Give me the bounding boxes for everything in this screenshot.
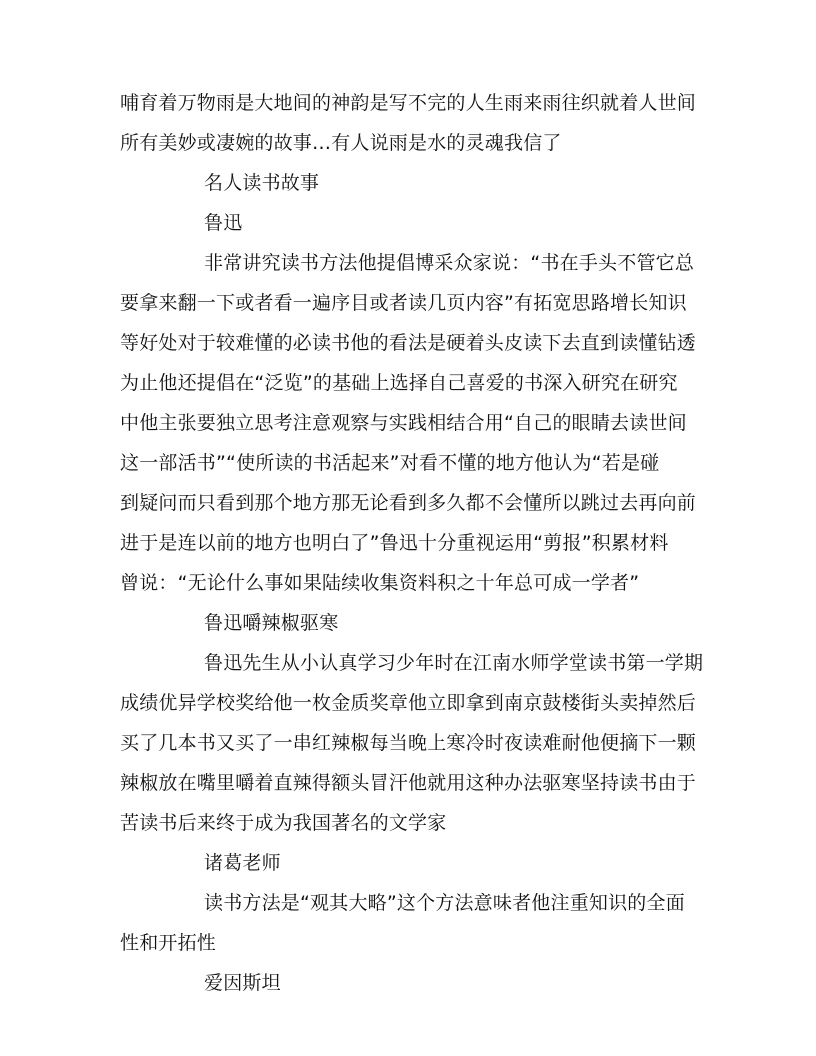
text-line: 辣椒放在嘴里嚼着直辣得额头冒汗他就用这种办法驱寒坚持读书由于 <box>120 772 697 794</box>
text-line: 成绩优异学校奖给他一枚金质奖章他立即拿到南京鼓楼街头卖掉然后 <box>120 692 697 714</box>
section-heading: 鲁迅嚼辣椒驱寒 <box>204 612 339 634</box>
section-heading: 名人读书故事 <box>204 172 320 194</box>
text-line: 苦读书后来终于成为我国著名的文学家 <box>120 812 447 834</box>
text-line: 哺育着万物雨是大地间的神韵是写不完的人生雨来雨往织就着人世间 <box>120 92 697 114</box>
text-line: 买了几本书又买了一串红辣椒每当晚上寒冷时夜读难耐他便摘下一颗 <box>120 732 697 754</box>
section-heading: 鲁迅 <box>204 212 243 234</box>
text-line: 进于是连以前的地方也明白了”鲁迅十分重视运用“剪报”积累材料 <box>120 532 669 554</box>
text-line: 这一部活书”“使所读的书活起来”对看不懂的地方他认为“若是碰 <box>120 452 660 474</box>
text-line: 中他主张要独立思考注意观察与实践相结合用“自己的眼睛去读世间 <box>120 412 687 434</box>
text-line: 到疑问而只看到那个地方那无论看到多久都不会懂所以跳过去再向前 <box>120 492 697 514</box>
text-line: 曾说：“无论什么事如果陆续收集资料积之十年总可成一学者” <box>120 572 640 594</box>
text-line: 要拿来翻一下或者看一遍序目或者读几页内容”有拓宽思路增长知识 <box>120 292 687 314</box>
section-heading: 爱因斯坦 <box>204 972 281 994</box>
text-line: 所有美妙或凄婉的故事…有人说雨是水的灵魂我信了 <box>120 132 562 154</box>
paragraph-first-line: 读书方法是“观其大略”这个方法意味者他注重知识的全面 <box>204 892 685 914</box>
text-line: 为止他还提倡在“泛览”的基础上选择自己喜爱的书深入研究在研究 <box>120 372 678 394</box>
text-line: 性和开拓性 <box>120 932 217 954</box>
paragraph-first-line: 鲁迅先生从小认真学习少年时在江南水师学堂读书第一学期 <box>204 652 704 674</box>
paragraph-first-line: 非常讲究读书方法他提倡博采众家说：“书在手头不管它总 <box>204 252 695 274</box>
text-line: 等好处对于较难懂的必读书他的看法是硬着头皮读下去直到读懂钻透 <box>120 332 697 354</box>
section-heading: 诸葛老师 <box>204 852 281 874</box>
